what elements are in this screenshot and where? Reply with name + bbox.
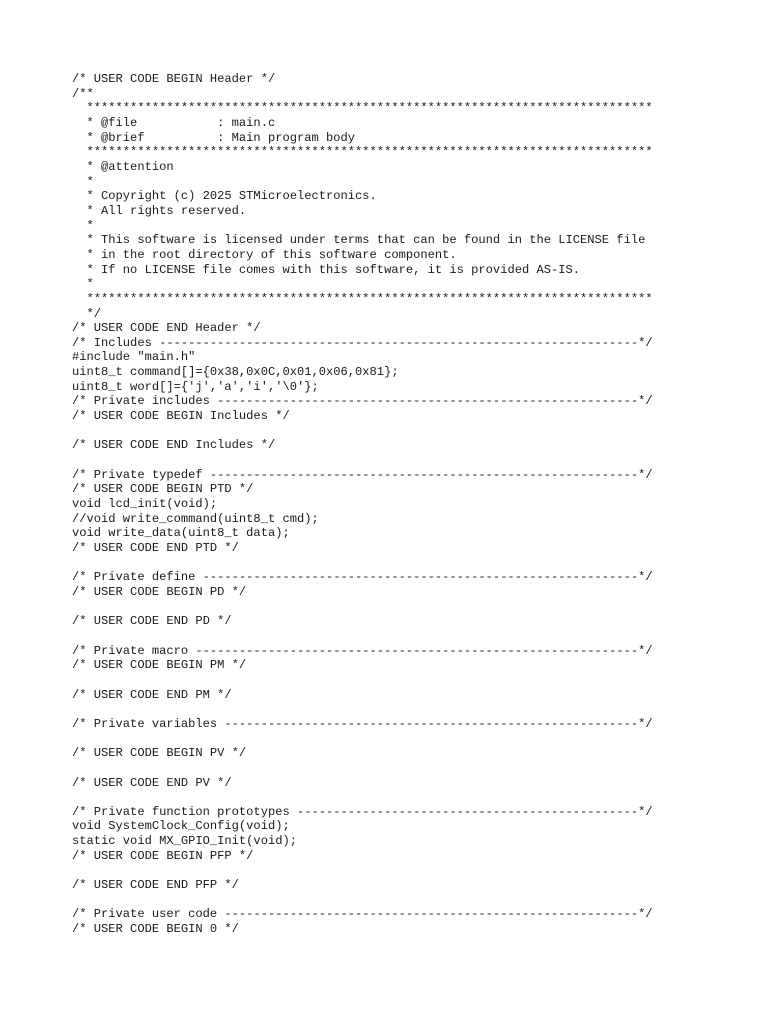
code-line (72, 453, 653, 468)
code-line (72, 732, 653, 747)
code-line: * (72, 174, 94, 189)
code-line: */ (72, 306, 102, 321)
code-line: * @attention (72, 159, 174, 174)
code-line: /* USER CODE END PTD */ (72, 541, 239, 555)
code-line (72, 556, 653, 571)
code-line: void SystemClock_Config(void); (72, 819, 290, 834)
code-line: /* Private includes ----------------------------------------------------------*/ (72, 394, 653, 409)
code-line: //void write_command(uint8_t cmd); (72, 511, 319, 526)
code-line (72, 673, 653, 688)
code-line (72, 761, 653, 776)
code-line: /* USER CODE BEGIN PM */ (72, 658, 247, 673)
code-line (72, 424, 653, 439)
code-line: /* Includes ------------------------------------------------------------------*/ (72, 335, 653, 350)
code-line: uint8_t command[]={0x38,0x0C,0x01,0x06,0x81}; (72, 365, 399, 380)
code-line: ****************************************************************************** (72, 145, 653, 160)
code-line: /* USER CODE END PD */ (72, 614, 232, 629)
code-line (72, 600, 653, 615)
code-line: /* USER CODE END PFP */ (72, 878, 239, 893)
code-line: * in the root directory of this software component. (72, 247, 457, 262)
code-line (72, 702, 653, 717)
code-line: * (72, 218, 94, 233)
code-line: /* Private macro -------------------------------------------------------------*/ (72, 643, 653, 658)
code-line: /* USER CODE END PM */ (72, 687, 232, 702)
code-line: /* USER CODE END Includes */ (72, 438, 276, 453)
code-line: /* USER CODE BEGIN PFP */ (72, 848, 254, 863)
code-line: /* USER CODE BEGIN 0 */ (72, 922, 239, 937)
code-line: /* Private define ------------------------------------------------------------*/ (72, 570, 653, 585)
code-line: * This software is licensed under terms that can be found in the LICENSE file (72, 233, 646, 248)
code-line: /* USER CODE BEGIN PTD */ (72, 482, 254, 497)
code-line (72, 863, 653, 878)
code-line (72, 790, 653, 805)
code-line: void lcd_init(void); (72, 497, 218, 512)
code-line: /** (72, 86, 94, 101)
code-line: * Copyright (c) 2025 STMicroelectronics. (72, 189, 377, 204)
code-line: * @brief : Main program body (72, 130, 356, 145)
code-line: /* USER CODE BEGIN PD */ (72, 584, 247, 599)
code-line: void write_data(uint8_t data); (72, 526, 290, 541)
code-line: * If no LICENSE file comes with this software, it is provided AS-IS. (72, 262, 581, 277)
code-line: #include "main.h" (72, 350, 196, 365)
code-line: static void MX_GPIO_Init(void); (72, 834, 297, 849)
code-line: /* USER CODE END Header */ (72, 321, 261, 336)
code-line: /* USER CODE BEGIN Includes */ (72, 409, 290, 424)
code-line: * (72, 277, 94, 292)
code-line: uint8_t word[]={'j','a','i','\0'}; (72, 379, 319, 394)
code-line: /* Private variables ---------------------------------------------------------*/ (72, 716, 653, 731)
code-line: /* Private function prototypes -----------------------------------------------*/ (72, 804, 653, 819)
code-line: * @file : main.c (72, 115, 276, 130)
code-line: ****************************************************************************** (72, 291, 653, 306)
code-line: /* USER CODE END PV */ (72, 775, 232, 790)
code-line: /* USER CODE BEGIN Header */ (72, 72, 276, 86)
code-line (72, 893, 653, 908)
code-line: ****************************************************************************** (72, 101, 653, 116)
code-line: /* USER CODE BEGIN PV */ (72, 746, 247, 761)
code-listing (72, 72, 653, 937)
code-line: /* Private user code ---------------------------------------------------------*/ (72, 907, 653, 922)
code-line (72, 629, 653, 644)
code-line: /* Private typedef -----------------------------------------------------------*/ (72, 467, 653, 482)
code-line: * All rights reserved. (72, 203, 247, 218)
